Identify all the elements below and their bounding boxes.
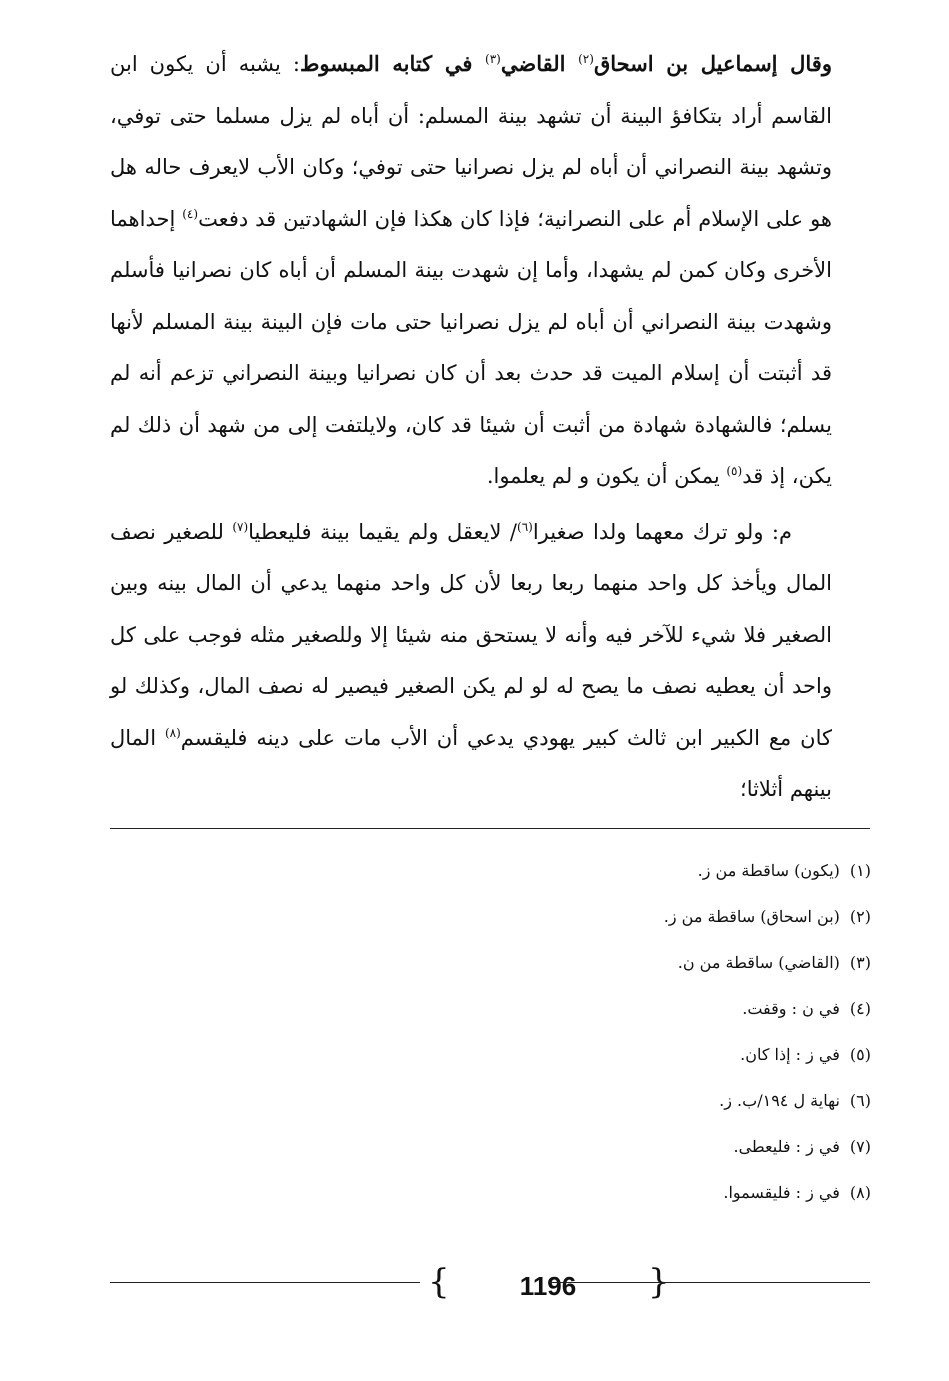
footnote-text: نهاية ل ١٩٤/ب. ز. — [719, 1091, 840, 1110]
footnote-text: (القاضي) ساقطة من ن. — [677, 953, 840, 972]
footnote-text: في ز : فليعطى. — [733, 1137, 840, 1156]
footnote-item — [171, 901, 871, 947]
paragraph-2-text-b: / لايعقل ولم يقيما بينة فليعطيا — [248, 519, 517, 544]
page-number: 1196 — [519, 1271, 577, 1301]
footnote-separator — [110, 828, 870, 829]
footnote-ref-7[interactable]: (٧) — [232, 519, 249, 534]
footnote-text: في ز : فليقسموا. — [723, 1183, 840, 1202]
author-title: القاضي — [500, 51, 579, 76]
footnote-number: (٢) — [849, 907, 871, 926]
paragraph-2-text-c: للصغير نصف المال ويأخذ كل واحد منهما ربعا ربعا لأن كل واحد منهما يدعي أن المال بينه وبين الصغير فلا شيء للآخر فيه وأنه لا يستحق منه شيئا إلا وللصغير مثله فوجب على كل واحد أن يعطيه نصف ما يصح له لو لم يكن الصغير فيصير له نصف المال، وكذلك لو كان مع الكبير ابن ثالث كبير يهودي يدعي أن الأب مات على دينه فليقسم — [110, 519, 832, 750]
page-footer — [110, 1262, 870, 1304]
footnote-item — [171, 1177, 871, 1223]
paragraph-1-text-a: : يشبه أن يكون ابن القاسم أراد بتكافؤ البينة أن تشهد بينة المسلم: أن أباه لم يزل مسلما حتى توفي، وتشهد بينة النصراني أن أباه لم يزل نصرانيا حتى توفي؛ وكان الأب لايعرف حاله هل هو على الإسلام أم على النصرانية؛ فإذا كان هكذا فإن الشهادتين قد دفعت — [110, 52, 832, 231]
footnote-ref-2[interactable]: (٢) — [578, 52, 594, 66]
footnote-number: (٨) — [849, 1183, 871, 1202]
footnote-text: (بن اسحاق) ساقطة من ز. — [663, 907, 840, 926]
footnote-number: (١) — [849, 861, 871, 880]
footer-rule-right — [548, 1282, 870, 1283]
footnote-number: (٤) — [849, 999, 871, 1018]
main-text — [110, 38, 832, 816]
footnote-number: (٣) — [849, 953, 871, 972]
footnote-text: في ن : وقفت. — [742, 999, 840, 1018]
footer-rule-left — [110, 1282, 420, 1283]
paragraph-2 — [110, 507, 832, 816]
footnote-item — [171, 1085, 871, 1131]
footnote-item — [171, 947, 871, 993]
footnote-ref-4[interactable]: (٤) — [182, 206, 199, 221]
footnote-ref-5[interactable]: (٥) — [726, 464, 743, 478]
paragraph-1-text-b: إحداهما الأخرى وكان كمن لم يشهدا، وأما إن شهدت بينة المسلم أن أباه كان نصرانيا فأسلم وشهدت بينة النصراني أن أباه لم يزل نصرانيا حتى مات فإن البينة بينة المسلم لأنها قد أثبتت أن إسلام الميت قد حدث بعد أن كان نصرانيا وبينة النصراني تزعم أنه لم يسلم؛ فالشهادة شهادة من أثبت أن شيئا قد كان، ولايلتفت إلى من شهد أن ذلك لم يكن، إذ قد — [110, 206, 832, 488]
footnote-number: (٦) — [849, 1091, 871, 1110]
page-number-close-bracket: } — [648, 1262, 670, 1302]
paragraph-1-text-c: يمكن أن يكون و لم يعلموا. — [486, 464, 727, 488]
footnotes-list — [171, 855, 871, 1223]
footnote-text: (يكون) ساقطة من ز. — [697, 861, 840, 880]
footnote-ref-8[interactable]: (٨) — [164, 725, 181, 740]
footnote-item — [171, 1131, 871, 1177]
book-reference: في كتابه المبسوط — [299, 51, 486, 76]
footnote-text: في ز : إذا كان. — [740, 1045, 840, 1064]
footnote-item — [171, 1039, 871, 1085]
page-number-open-bracket: { — [428, 1262, 450, 1302]
paragraph-1 — [110, 38, 832, 503]
footnote-number: (٧) — [849, 1137, 871, 1156]
footnote-item — [171, 855, 871, 901]
footnote-ref-3[interactable]: (٣) — [485, 52, 501, 66]
footnote-number: (٥) — [849, 1045, 871, 1064]
paragraph-2-text-d: المال بينهم أثلاثا؛ — [110, 725, 832, 801]
footnote-ref-6[interactable]: (٦) — [517, 519, 533, 534]
footnote-item — [171, 993, 871, 1039]
paragraph-2-text-a: م: ولو ترك معهما ولدا صغيرا — [532, 519, 792, 544]
author-name: وقال إسماعيل بن اسحاق — [593, 51, 832, 76]
